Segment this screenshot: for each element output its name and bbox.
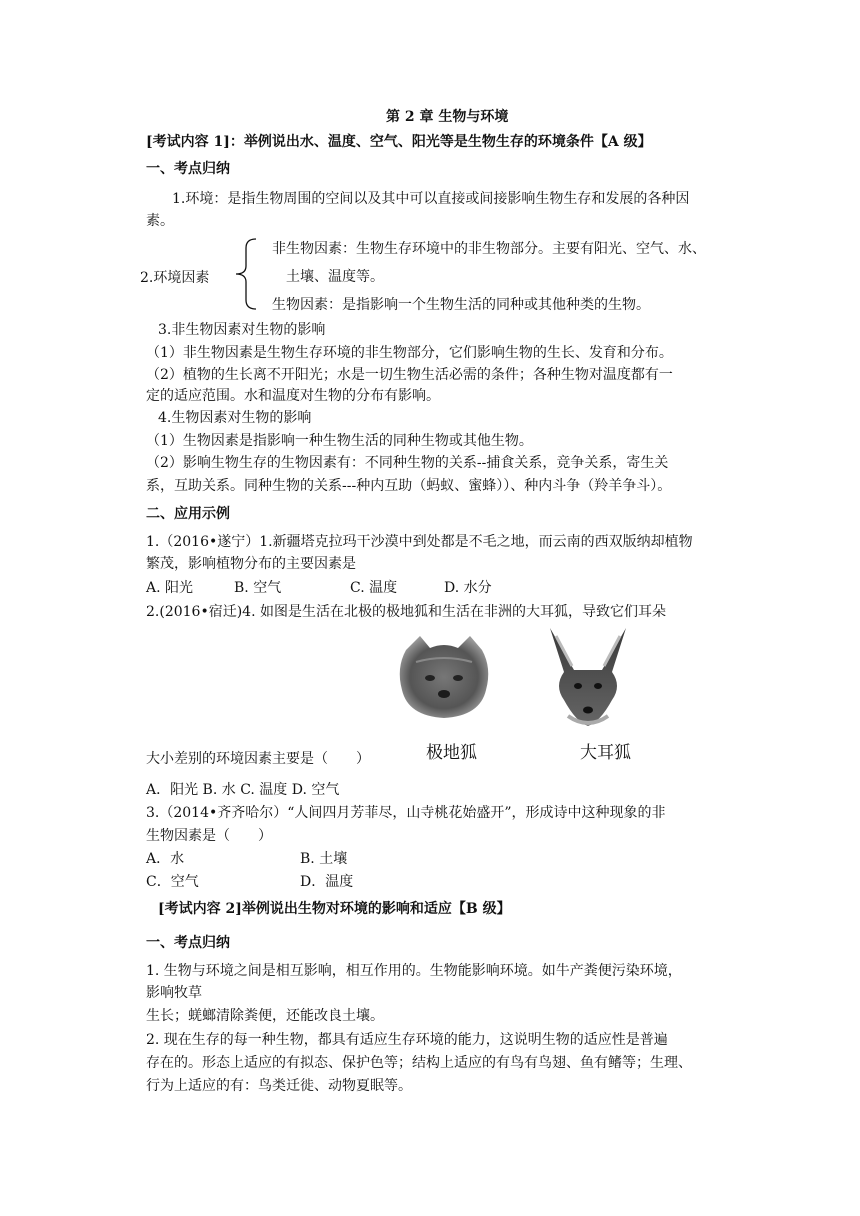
- option-b: B. 土壤: [300, 851, 348, 867]
- paragraph: 行为上适应的有：鸟类迁徙、动物夏眠等。: [146, 1078, 412, 1094]
- arctic-fox-image: [396, 632, 492, 720]
- question-2-cont: 大小差别的环境因素主要是（ ）: [146, 751, 370, 767]
- option-a: A．水: [146, 851, 185, 867]
- question-2-options: A．阳光 B. 水 C. 温度 D. 空气: [146, 782, 340, 798]
- paragraph: （2）影响生物生存的生物因素有：不同种生物的关系--捕食关系，竞争关系，寄生关: [146, 455, 669, 471]
- paragraph: 2. 现在生存的每一种生物，都具有适应生存环境的能力，这说明生物的适应性是普遍: [146, 1032, 668, 1048]
- question-1: 1.（2016•遂宁）1.新疆塔克拉玛干沙漠中到处都是不毛之地，而云南的西双版纳却植物: [146, 534, 693, 550]
- factors-label: 2.环境因素: [140, 270, 210, 286]
- abiotic-factor: 非生物因素：生物生存环境中的非生物部分。主要有阳光、空气、水、: [272, 241, 706, 257]
- abiotic-factor-cont: 土壤、温度等。: [286, 269, 384, 285]
- paragraph: 存在的。形态上适应的有拟态、保护色等；结构上适应的有鸟有鸟翅、鱼有鳍等；生理、: [146, 1055, 692, 1071]
- question-1-cont: 繁茂，影响植物分布的主要因素是: [146, 556, 356, 572]
- brace-icon: [232, 238, 258, 310]
- paragraph: 影响牧草: [146, 985, 202, 1001]
- question-3: 3.（2014•齐齐哈尔）“人间四月芳菲尽，山寺桃花始盛开”，形成诗中这种现象的非: [146, 805, 666, 821]
- subsection-title: 3.非生物因素对生物的影响: [158, 322, 326, 338]
- paragraph: 定的适应范围。水和温度对生物的分布有影响。: [146, 388, 440, 404]
- paragraph: （2）植物的生长离不开阳光；水是一切生物生活必需的条件；各种生物对温度都有一: [146, 367, 673, 383]
- content2-heading: [考试内容 2]举例说出生物对环境的影响和适应【B 级】: [158, 901, 511, 917]
- subsection-title: 4.生物因素对生物的影响: [158, 410, 312, 426]
- fennec-fox-image: [542, 626, 634, 730]
- option-c: C．空气: [146, 874, 199, 890]
- section-title: 一、考点归纳: [146, 935, 230, 951]
- paragraph: 1. 生物与环境之间是相互影响，相互作用的。生物能影响环境。如牛产粪便污染环境，: [146, 963, 682, 979]
- option-b: B. 空气: [234, 580, 282, 596]
- question-2: 2.(2016•宿迁)4. 如图是生活在北极的极地狐和生活在非洲的大耳狐，导致它们耳朵: [146, 604, 666, 620]
- paragraph: 系，互助关系。同种生物的关系---种内互助（蚂蚁、蜜蜂））、种内斗争（羚羊争斗）。: [146, 478, 672, 494]
- content1-heading: [考试内容 1]：举例说出水、温度、空气、阳光等是生物生存的环境条件【A 级】: [146, 134, 652, 150]
- paragraph: （1）非生物因素是生物生存环境的非生物部分，它们影响生物的生长、发育和分布。: [146, 345, 673, 361]
- fennec-fox-label: 大耳狐: [580, 743, 631, 763]
- section-title: 二、应用示例: [146, 506, 230, 522]
- option-a: A. 阳光: [146, 580, 194, 596]
- paragraph: （1）生物因素是指影响一种生物生活的同种生物或其他生物。: [146, 433, 533, 449]
- arctic-fox-label: 极地狐: [426, 743, 477, 763]
- page-title: 第 2 章 生物与环境: [386, 109, 509, 125]
- question-3-cont: 生物因素是（ ）: [146, 828, 272, 844]
- paragraph: 素。: [146, 213, 174, 229]
- option-d: D．温度: [300, 874, 354, 890]
- paragraph: 生长；蜣螂清除粪便，还能改良土壤。: [146, 1008, 384, 1024]
- option-d: D. 水分: [444, 580, 492, 596]
- option-c: C. 温度: [350, 580, 398, 596]
- biotic-factor: 生物因素：是指影响一个生物生活的同种或其他种类的生物。: [272, 297, 650, 313]
- paragraph: 1.环境：是指生物周围的空间以及其中可以直接或间接影响生物生存和发展的各种因: [172, 191, 690, 207]
- section-title: 一、考点归纳: [146, 161, 230, 177]
